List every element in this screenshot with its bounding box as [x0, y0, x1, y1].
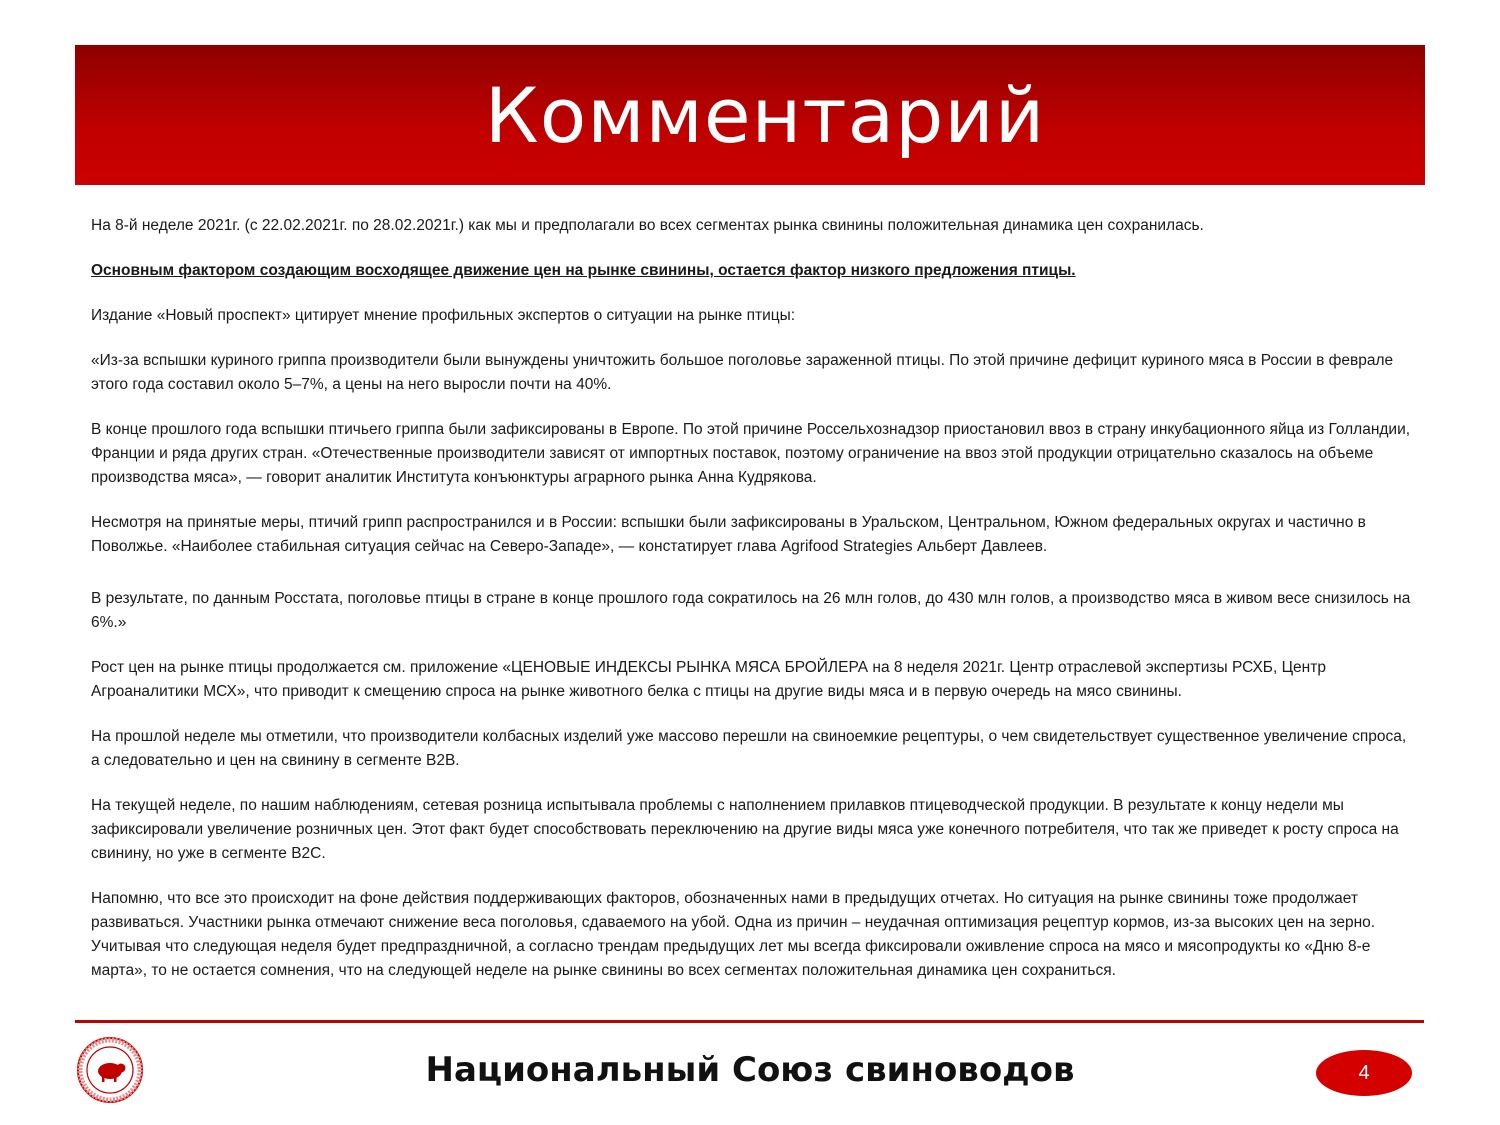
footer-organization: Национальный Союз свиноводов [425, 1050, 1075, 1090]
paragraph-b2b: На прошлой неделе мы отметили, что производители колбасных изделий уже массово перешли на свиноемкие рецептуры, о чем свидетельствует существенное увеличение спроса, а следовательно и цен на свинину в сегменте B2B. [91, 728, 1407, 769]
pig-logo-icon [76, 1036, 144, 1104]
paragraph-b2c: На текущей неделе, по нашим наблюдениям, сетевая розница испытывала проблемы с наполнением прилавков птицеводческой продукции. В результате к концу недели мы зафиксировали увеличение розничных цен. Этот факт будет способствовать переключению на другие виды мяса уже конечного потребителя, что так же приведет к росту спроса на свинину, но уже в сегменте B2C. [91, 797, 1399, 862]
paragraph-quote-4: В результате, по данным Росстата, поголовье птицы в стране в конце прошлого года сократилось на 26 млн голов, до 430 млн голов, а производство мяса в живом весе снизилось на 6%.» [91, 590, 1411, 631]
comment-body [91, 214, 1416, 1004]
footer-divider [75, 1020, 1424, 1023]
paragraph-intro: На 8-й неделе 2021г. (с 22.02.2021г. по 28.02.2021г.) как мы и предполагали во всех сегментах рынка свинины положительная динамика цен сохранилась. [91, 217, 1204, 234]
page-number: 4 [1358, 1061, 1370, 1084]
paragraph-quote-2: В конце прошлого года вспышки птичьего гриппа были зафиксированы в Европе. По этой причине Россельхознадзор приостановил ввоз в страну инкубационного яйца из Голландии, Франции и ряда других стран. «Отечественные производители зависят от импортных поставок, поэтому ограничение на ввоз этой продукции отрицательно сказалось на объеме производства мяса», — говорит аналитик Института конъюнктуры аграрного рынка Анна Кудрякова. [91, 421, 1411, 486]
paragraph-quote-3: Несмотря на принятые меры, птичий грипп распространился и в России: вспышки были зафиксированы в Уральском, Центральном, Южном федеральных округах и частично в Поволжье. «Наиболее стабильная ситуация сейчас на Северо-Западе», — констатирует глава Agrifood Strategies Альберт Давлеев. [91, 514, 1366, 555]
paragraph-quote-1: «Из-за вспышки куриного гриппа производители были вынуждены уничтожить большое поголовье зараженной птицы. По этой причине дефицит куриного мяса в России в феврале этого года составил около 5–7%, а цены на него выросли почти на 40%. [91, 352, 1394, 393]
paragraph-source: Издание «Новый проспект» цитирует мнение профильных экспертов о ситуации на рынке птицы: [91, 307, 796, 324]
page-title: Комментарий [484, 70, 1046, 160]
title-banner [75, 45, 1425, 185]
paragraph-conclusion: Напомню, что все это происходит на фоне действия поддерживающих факторов, обозначенных нами в предыдущих отчетах. Но ситуация на рынке свинины тоже продолжает развиваться. Участники рынка отмечают снижение веса поголовья, сдаваемого на убой. Одна из причин – неудачная оптимизация рецептур кормов, из-за высоких цен на зерно. Учитывая что следующая неделя будет предпраздничной, а согласно трендам предыдущих лет мы всегда фиксировали оживление спроса на мясо и мясопродукты ко «Дню 8-е марта», то не остается сомнения, что на следующей неделе на рынке свинины во всех сегментах положительная динамика цен сохраниться. [91, 890, 1376, 979]
page-number-badge [1316, 1050, 1412, 1096]
union-logo [76, 1036, 144, 1104]
paragraph-key-factor: Основным фактором создающим восходящее движение цен на рынке свинины, остается фактор низкого предложения птицы. [91, 262, 1076, 279]
paragraph-poultry-prices: Рост цен на рынке птицы продолжается см. приложение «ЦЕНОВЫЕ ИНДЕКСЫ РЫНКА МЯСА БРОЙЛЕРА на 8 неделя 2021г. Центр отраслевой экспертизы РСХБ, Центр Агроаналитики МСХ», что приводит к смещению спроса на рынке животного белка с птицы на другие виды мяса и в первую очередь на мясо свинины. [91, 659, 1326, 700]
